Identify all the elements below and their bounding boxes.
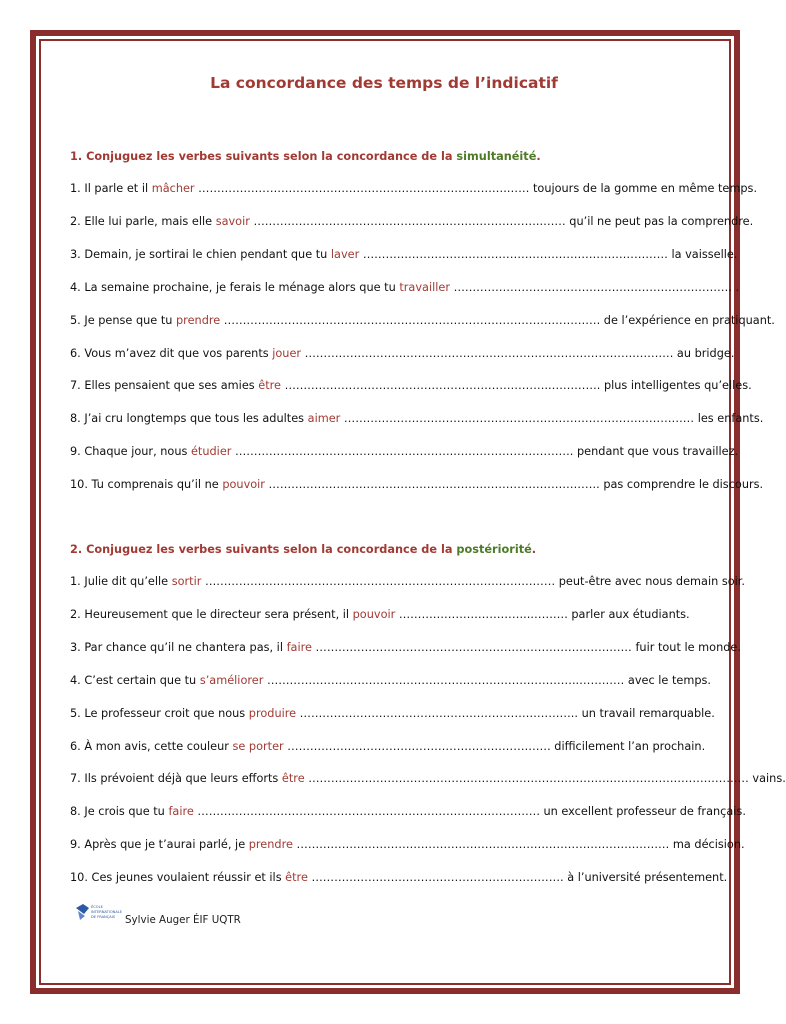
infinitive-verb: mâcher xyxy=(151,182,195,195)
infinitive-verb: prendre xyxy=(176,313,221,327)
infinitive-verb: aimer xyxy=(307,412,341,426)
infinitive-verb: se porter xyxy=(232,739,284,753)
exercise-line xyxy=(70,214,754,228)
blank-and-sentence-end: …………………………………………………………………………….………. au bridge. xyxy=(301,346,735,360)
blank-and-sentence-end: ……………………………..………. parler aux étudiants. xyxy=(395,607,690,621)
exercise-line xyxy=(70,478,764,492)
section-heading xyxy=(70,150,541,163)
blank-and-sentence-end: ………………………………………………………………………………. un excellent professeur de français. xyxy=(193,805,746,819)
infinitive-verb: pouvoir xyxy=(352,607,396,621)
exercise-line xyxy=(70,838,745,852)
blank-and-sentence-end: …………………………………………………..…………………………. pendant que vous travaillez. xyxy=(231,445,739,459)
blank-and-sentence-end: ……………………………………………………………..…………. plus intelligentes qu’elles. xyxy=(280,379,752,393)
infinitive-verb: travailler xyxy=(399,280,450,294)
infinitive-verb: laver xyxy=(330,247,360,261)
blank-and-sentence-end: ……………………………………………………………………………………… ma décision. xyxy=(292,838,745,852)
sentence-start: 9. Après que je t’aurai parlé, je xyxy=(70,838,249,852)
exercise-line xyxy=(70,379,752,393)
blank-and-sentence-end: ………………………………………………………………………………… peut-être avec nous demain soir. xyxy=(201,575,745,588)
blank-and-sentence-end: ……………………………………………………………………………. pas comprendre le discours. xyxy=(264,478,764,492)
infinitive-verb: faire xyxy=(168,805,194,819)
exercise-line xyxy=(70,640,741,654)
infinitive-verb: pouvoir xyxy=(222,478,265,492)
infinitive-verb: jouer xyxy=(272,346,302,360)
infinitive-verb: s’améliorer xyxy=(199,673,264,687)
section-key-concept: postériorité xyxy=(456,543,532,556)
infinitive-verb: produire xyxy=(248,706,297,720)
exercise-line xyxy=(70,706,715,720)
exercise-line xyxy=(70,871,728,885)
exercise-line xyxy=(70,739,706,753)
sentence-start: 6. À mon avis, cette couleur xyxy=(70,739,233,753)
infinitive-verb: être xyxy=(258,379,281,393)
sentence-start: 4. C’est certain que tu xyxy=(70,673,200,687)
exercise-line xyxy=(70,247,738,261)
infinitive-verb: être xyxy=(281,772,305,786)
blank-and-sentence-end: …………………………………………………………………..…… qu’il ne peut pas la comprendre. xyxy=(249,214,754,228)
sentence-start: 7. Ils prévoient déjà que leurs efforts xyxy=(70,772,282,786)
blank-and-sentence-end: ………………………………………………………………………..………… avec le temps. xyxy=(263,673,711,687)
section-heading xyxy=(70,543,536,556)
infinitive-verb: prendre xyxy=(248,838,293,852)
section-heading-text: 2. Conjuguez les verbes suivants selon la concordance de la xyxy=(70,543,457,556)
sentence-start: 6. Vous m’avez dit que vos parents xyxy=(70,346,273,360)
exercise-line xyxy=(70,412,764,426)
section-heading-punctuation: . xyxy=(531,543,537,556)
infinitive-verb: étudier xyxy=(190,445,232,459)
section-key-concept: simultanéité xyxy=(456,150,537,163)
exercise-line xyxy=(70,575,745,588)
infinitive-verb: sortir xyxy=(171,575,202,588)
exercise-line xyxy=(70,445,739,459)
author-credit: Sylvie Auger ÉIF UQTR xyxy=(125,914,241,926)
blank-and-sentence-end: ……………………………………………………………………….…… toujours de la gomme en même temps. xyxy=(194,182,758,195)
exercise-line xyxy=(70,313,775,327)
exercise-line xyxy=(70,673,711,687)
blank-and-sentence-end: ………………………………………………………………………………………. de l’expérience en pratiquant. xyxy=(220,313,775,327)
sentence-start: 1. Il parle et il xyxy=(70,182,152,195)
sentence-start: 10. Tu comprenais qu’il ne xyxy=(70,478,223,492)
exercise-line xyxy=(70,346,735,360)
sentence-start: 4. La semaine prochaine, je ferais le ménage alors que tu xyxy=(70,280,400,294)
exercise-line xyxy=(70,805,746,819)
exercise-line xyxy=(70,608,698,621)
sentence-start: 5. Je pense que tu xyxy=(70,313,177,327)
blank-and-sentence-end: ……………………………………………………………………………………………………… vains. xyxy=(304,772,786,786)
sentence-start: 3. Demain, je sortirai le chien pendant que tu xyxy=(70,247,331,261)
blank-and-sentence-end: ……………………………………………………………. difficilement l’an prochain. xyxy=(283,739,706,753)
sentence-start: 9. Chaque jour, nous xyxy=(70,445,191,459)
infinitive-verb: faire xyxy=(286,640,312,654)
exercise-line xyxy=(70,772,786,786)
blank-and-sentence-end: ……………………………………………………………………… la vaisselle. xyxy=(359,247,738,261)
sentence-start: 8. J’ai cru longtemps que tous les adultes xyxy=(70,412,308,426)
section-heading-punctuation: . xyxy=(536,150,541,163)
infinitive-verb: savoir xyxy=(215,214,250,228)
blank-and-sentence-end: …………………………………….…………………………. . xyxy=(449,280,740,294)
blank-and-sentence-end: ………………………………………………………………………… fuir tout le monde. xyxy=(311,640,741,654)
school-logo-icon xyxy=(74,902,124,922)
blank-and-sentence-end: ……………………………………………………………….. un travail remarquable. xyxy=(296,706,715,720)
exercise-line xyxy=(70,182,758,195)
document-title: La concordance des temps de l’indicatif xyxy=(210,74,558,92)
blank-and-sentence-end: …………………………………………………………. à l’université présentement. xyxy=(307,871,728,885)
sentence-start: 8. Je crois que tu xyxy=(70,805,169,819)
logo-text-line: DE FRANÇAIS xyxy=(91,915,116,919)
sentence-start: 7. Elles pensaient que ses amies xyxy=(70,379,259,393)
sentence-start: 2. Heureusement que le directeur sera présent, il xyxy=(70,607,353,621)
infinitive-verb: être xyxy=(285,871,308,885)
sentence-start: 3. Par chance qu’il ne chantera pas, il xyxy=(70,640,287,654)
sentence-start: 10. Ces jeunes voulaient réussir et ils xyxy=(70,871,286,885)
exercise-line xyxy=(70,280,740,294)
sentence-start: 5. Le professeur croit que nous xyxy=(70,706,249,720)
logo-text-line: INTERNATIONALE xyxy=(91,910,123,914)
section-heading-text: 1. Conjuguez les verbes suivants selon la concordance de la xyxy=(70,150,457,163)
blank-and-sentence-end: ………………………………………………………………………………… les enfants. xyxy=(340,412,764,426)
logo-text-line: ÉCOLE xyxy=(91,905,103,909)
sentence-start: 1. Julie dit qu’elle xyxy=(70,575,172,588)
sentence-start: 2. Elle lui parle, mais elle xyxy=(70,214,216,228)
